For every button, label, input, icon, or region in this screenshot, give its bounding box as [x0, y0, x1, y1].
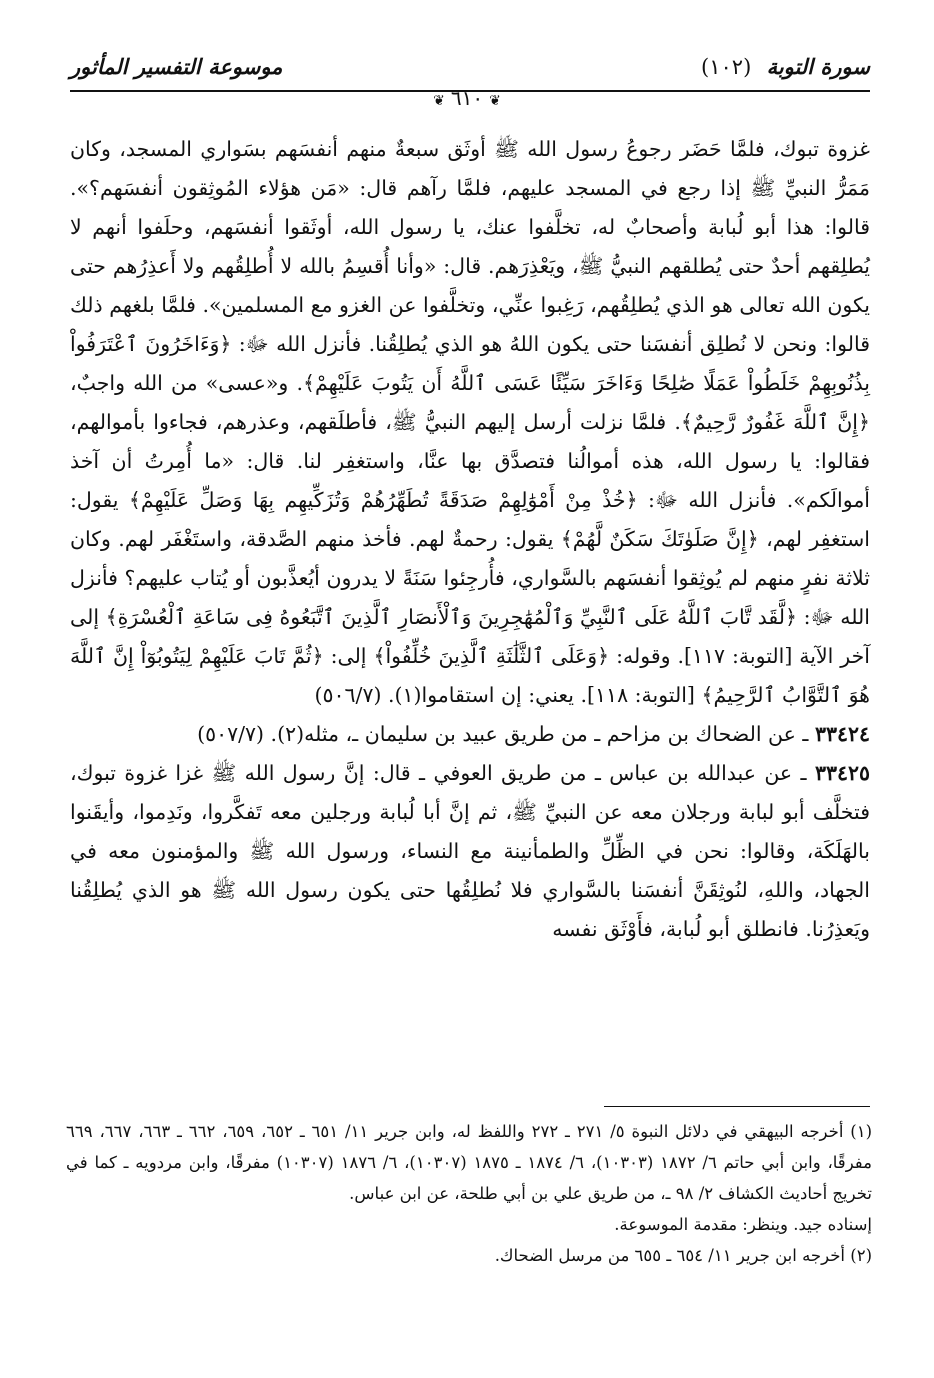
sura-name: سورة التوبة	[766, 54, 870, 79]
footnote-1-grading: إسناده جيد. وينظر: مقدمة الموسوعة.	[614, 1215, 872, 1234]
hadith-text: ـ عن الضحاك بن مزاحم ـ من طريق عبيد بن سليمان ـ، مثله(٢). (٥٠٧/٧)	[197, 722, 809, 746]
running-head-sura	[701, 54, 870, 79]
hadith-number: ٣٣٤٢٥	[814, 761, 870, 785]
hadith-number: ٣٣٤٢٤	[814, 722, 870, 746]
hadith-text: ـ عن عبدالله بن عباس ـ من طريق العوفي ـ قال: إنَّ رسول الله ﷺ غزا غزوة تبوك، فتخلَّف أبو لبابة ورجلان معه عن النبيِّ ﷺ، ثم إنَّ أبا لُبابة ورجلين معه تَفكَّروا، ونَدِموا، وأيقَنوا بالهَلَكَة، وقالوا: نحن في الظِّلِّ والطمأنينة مع النساء، ورسول الله ﷺ والمؤمنون معه في الجهاد، واللهِ، لنُوثِقَنَّ أنفسَنا بالسَّواري فلا نُطلِقُها حتى يكون رسول الله ﷺ هو الذي يُطلِقُنا ويَعذِرُنا. فانطلق أبو لُبابة، فأَوْثَق نفسه	[70, 761, 870, 941]
footnote-separator	[604, 1106, 870, 1107]
footnotes	[66, 1116, 872, 1271]
paragraph-continuation: غزوة تبوك، فلمَّا حَضَر رجوعُ رسول الله ﷺ أوثَق سبعةٌ منهم أنفسَهم بسَواري المسجد، وكان مَمَرُّ النبيِّ ﷺ إذا رجع في المسجد عليهم، فلمَّا رآهم قال: «مَن هؤلاء المُوثِقون أنفسَهم؟». قالوا: هذا أبو لُبابة وأصحابٌ له، تخلَّفوا عنك، يا رسول الله، أوثَقوا أنفسَهم، وحلَفوا أنهم لا يُطلِقهم أحدٌ حتى يُطلقهم النبيُّ ﷺ، ويَعْذِرَهم. قال: «وأنا أُقسِمُ بالله لا أُطلِقُهم ولا أَعذِرُهم حتى يكون الله تعالى هو الذي يُطلِقُهم، رَغِبوا عنِّي، وتخلَّفوا عن الغزو مع المسلمين». فلمَّا بلغهم ذلك قالوا: ونحن لا نُطلِق أنفسَنا حتى يكون اللهُ هو الذي يُطلِقُنا. فأنزل الله ﷻ: ﴿وَءَاخَرُونَ ٱعْتَرَفُواْ بِذُنُوبِهِمْ خَلَطُواْ عَمَلًا صَٰلِحًا وَءَاخَرَ سَيِّئًا عَسَى ٱللَّهُ أَن يَتُوبَ عَلَيْهِمْ﴾. و«عسى» من الله واجبٌ، ﴿إِنَّ ٱللَّهَ غَفُورٌ رَّحِيمٌ﴾. فلمَّا نزلت أرسل إليهم النبيُّ ﷺ، فأطلَقهم، وعذرهم، فجاءوا بأموالهم، فقالوا: يا رسول الله، هذه أموالُنا فتصدَّق بها عنَّا، واستغفِر لنا. قال: «ما أُمِرتُ أن آخذ أموالَكم». فأنزل الله ﷻ: ﴿خُذْ مِنْ أَمْوَٰلِهِمْ صَدَقَةً تُطَهِّرُهُمْ وَتُزَكِّيهِم بِهَا وَصَلِّ عَلَيْهِمْ﴾ يقول: استغفِر لهم، ﴿إِنَّ صَلَوٰتَكَ سَكَنٌ لَّهُمْ﴾ يقول: رحمةٌ لهم. فأخذ منهم الصَّدقة، واستَغْفَر لهم. وكان ثلاثة نفرٍ منهم لم يُوثِقوا أنفسَهم بالسَّواري، فأُرجِئوا سَنَةً لا يدرون أيُعذَّبون أو يُتاب عليهم؟ فأنزل الله ﷻ: ﴿لَّقَد تَّابَ ٱللَّهُ عَلَى ٱلنَّبِيِّ وَٱلْمُهَٰجِرِينَ وَٱلْأَنصَارِ ٱلَّذِينَ ٱتَّبَعُوهُ فِى سَاعَةِ ٱلْعُسْرَةِ﴾ إلى آخر الآية [التوبة: ١١٧]. وقوله: ﴿وَعَلَى ٱلثَّلَٰثَةِ ٱلَّذِينَ خُلِّفُواْ﴾ إلى: ﴿ثُمَّ تَابَ عَلَيْهِمْ لِيَتُوبُوٓاْ إِنَّ ٱللَّهَ هُوَ ٱلتَّوَّابُ ٱلرَّحِيمُ﴾ [التوبة: ١١٨]. يعني: إن استقاموا(١). (٥٠٦/٧)	[70, 137, 870, 707]
verse-ref: (١٠٢)	[701, 55, 752, 79]
book-title: موسوعة التفسير المأثور	[70, 54, 283, 79]
footnote-2: (٢) أخرجه ابن جرير ١١/ ٦٥٤ ـ ٦٥٥ من مرسل الضحاك.	[494, 1246, 872, 1265]
hadith-33424	[70, 715, 870, 754]
hadith-33425	[70, 754, 870, 949]
footnote-1: (١) أخرجه البيهقي في دلائل النبوة ٥/ ٢٧١ ـ ٢٧٢ واللفظ له، وابن جرير ١١/ ٦٥١ ـ ٦٥٢، ٦٥٩، ٦٦٢ ـ ٦٦٣، ٦٦٧، ٦٦٩ مفرقًا، وابن أبي حاتم ٦/ ١٨٧٢ (١٠٣٠٣)، ٦/ ١٨٧٤ ـ ١٨٧٥ (١٠٣٠٧)، ٦/ ١٨٧٦ (١٠٣٠٧) مفرقًا، وابن مردويه ـ كما في تخريج أحاديث الكشاف ٢/ ٩٨ ـ، من طريق علي بن أبي طلحة، عن ابن عباس.	[66, 1122, 873, 1203]
page-number-line	[0, 86, 934, 110]
main-text	[70, 130, 870, 949]
ornament-left-icon: ❦	[433, 93, 445, 109]
ornament-right-icon: ❦	[489, 93, 501, 109]
page-number: ٦١٠	[450, 86, 484, 110]
